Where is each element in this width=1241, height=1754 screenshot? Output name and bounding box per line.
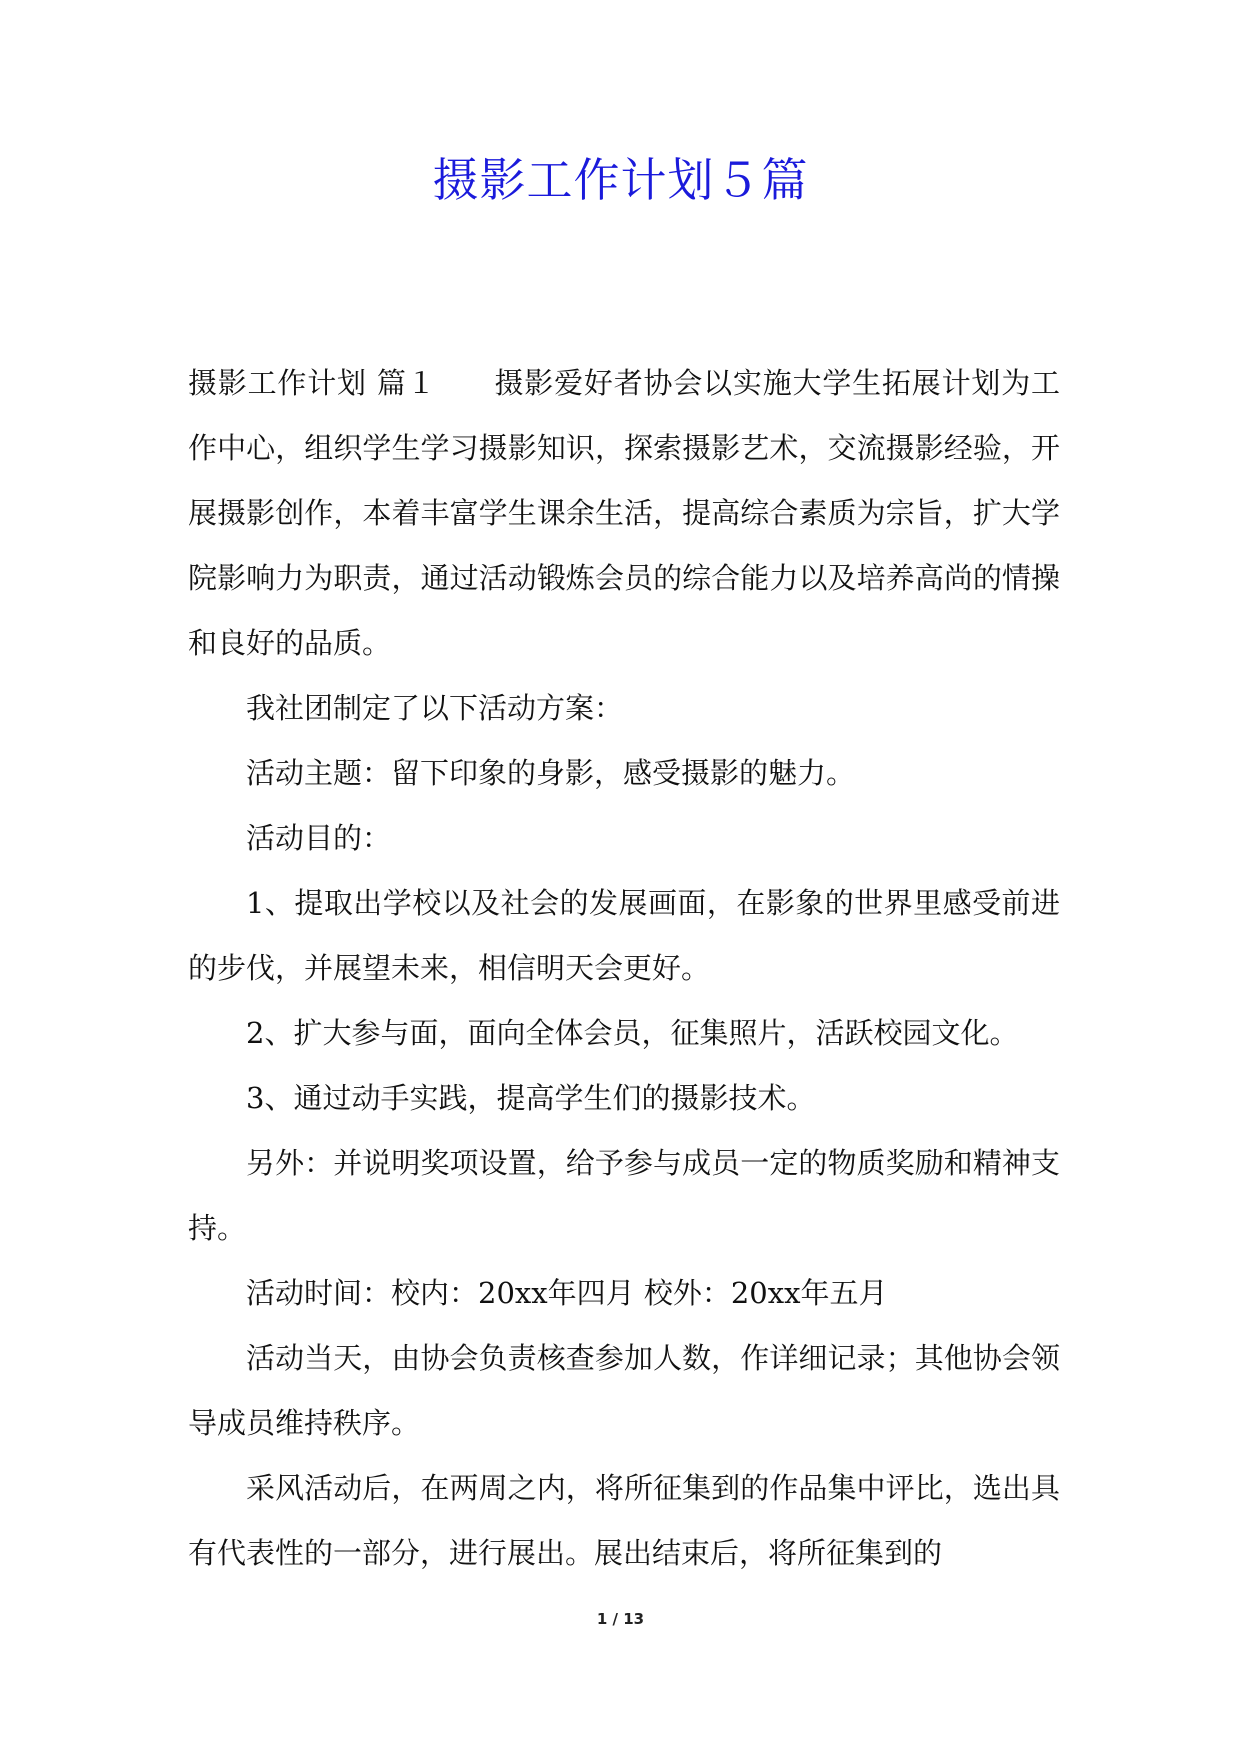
paragraph: 另外：并说明奖项设置，给予参与成员一定的物质奖励和精神支持。 (188, 1146, 1060, 1245)
paragraph: 采风活动后，在两周之内，将所征集到的作品集中评比，选出具有代表性的一部分，进行展出。展出结束后，将所征集到的 (188, 1471, 1060, 1570)
paragraph: 3、通过动手实践，提高学生们的摄影技术。 (246, 1081, 816, 1115)
page-number: 1 / 13 (596, 1610, 645, 1628)
paragraph-text: 摄影爱好者协会以实施大学生拓展计划为工作中心，组织学生学习摄影知识，探索摄影艺术，交流摄影经验，开展摄影创作，本着丰富学生课余生活，提高综合素质为宗旨，扩大学院影响力为职责，通过活动锻炼会员的综合能力以及培养高尚的情操和良好的品质。 (188, 366, 1060, 660)
paragraph: 活动时间：校内：20xx年四月 校外：20xx年五月 (246, 1276, 888, 1310)
document-title: 摄影工作计划５篇 (432, 153, 809, 207)
paragraph: 1、提取出学校以及社会的发展画面，在影象的世界里感受前进的步伐，并展望未来，相信明天会更好。 (188, 886, 1060, 985)
paragraph: 活动当天，由协会负责核查参加人数，作详细记录；其他协会领导成员维持秩序。 (188, 1341, 1060, 1440)
document-body (188, 351, 1060, 1586)
paragraph: 我社团制定了以下活动方案： (246, 691, 624, 725)
paragraph: 活动目的： (246, 821, 392, 855)
paragraph: 活动主题：留下印象的身影，感受摄影的魅力。 (246, 756, 856, 790)
paragraph-intro (188, 351, 1060, 676)
section-label: 摄影工作计划 篇１ (188, 366, 437, 400)
paragraph: 2、扩大参与面，面向全体会员，征集照片，活跃校园文化。 (246, 1016, 1019, 1050)
